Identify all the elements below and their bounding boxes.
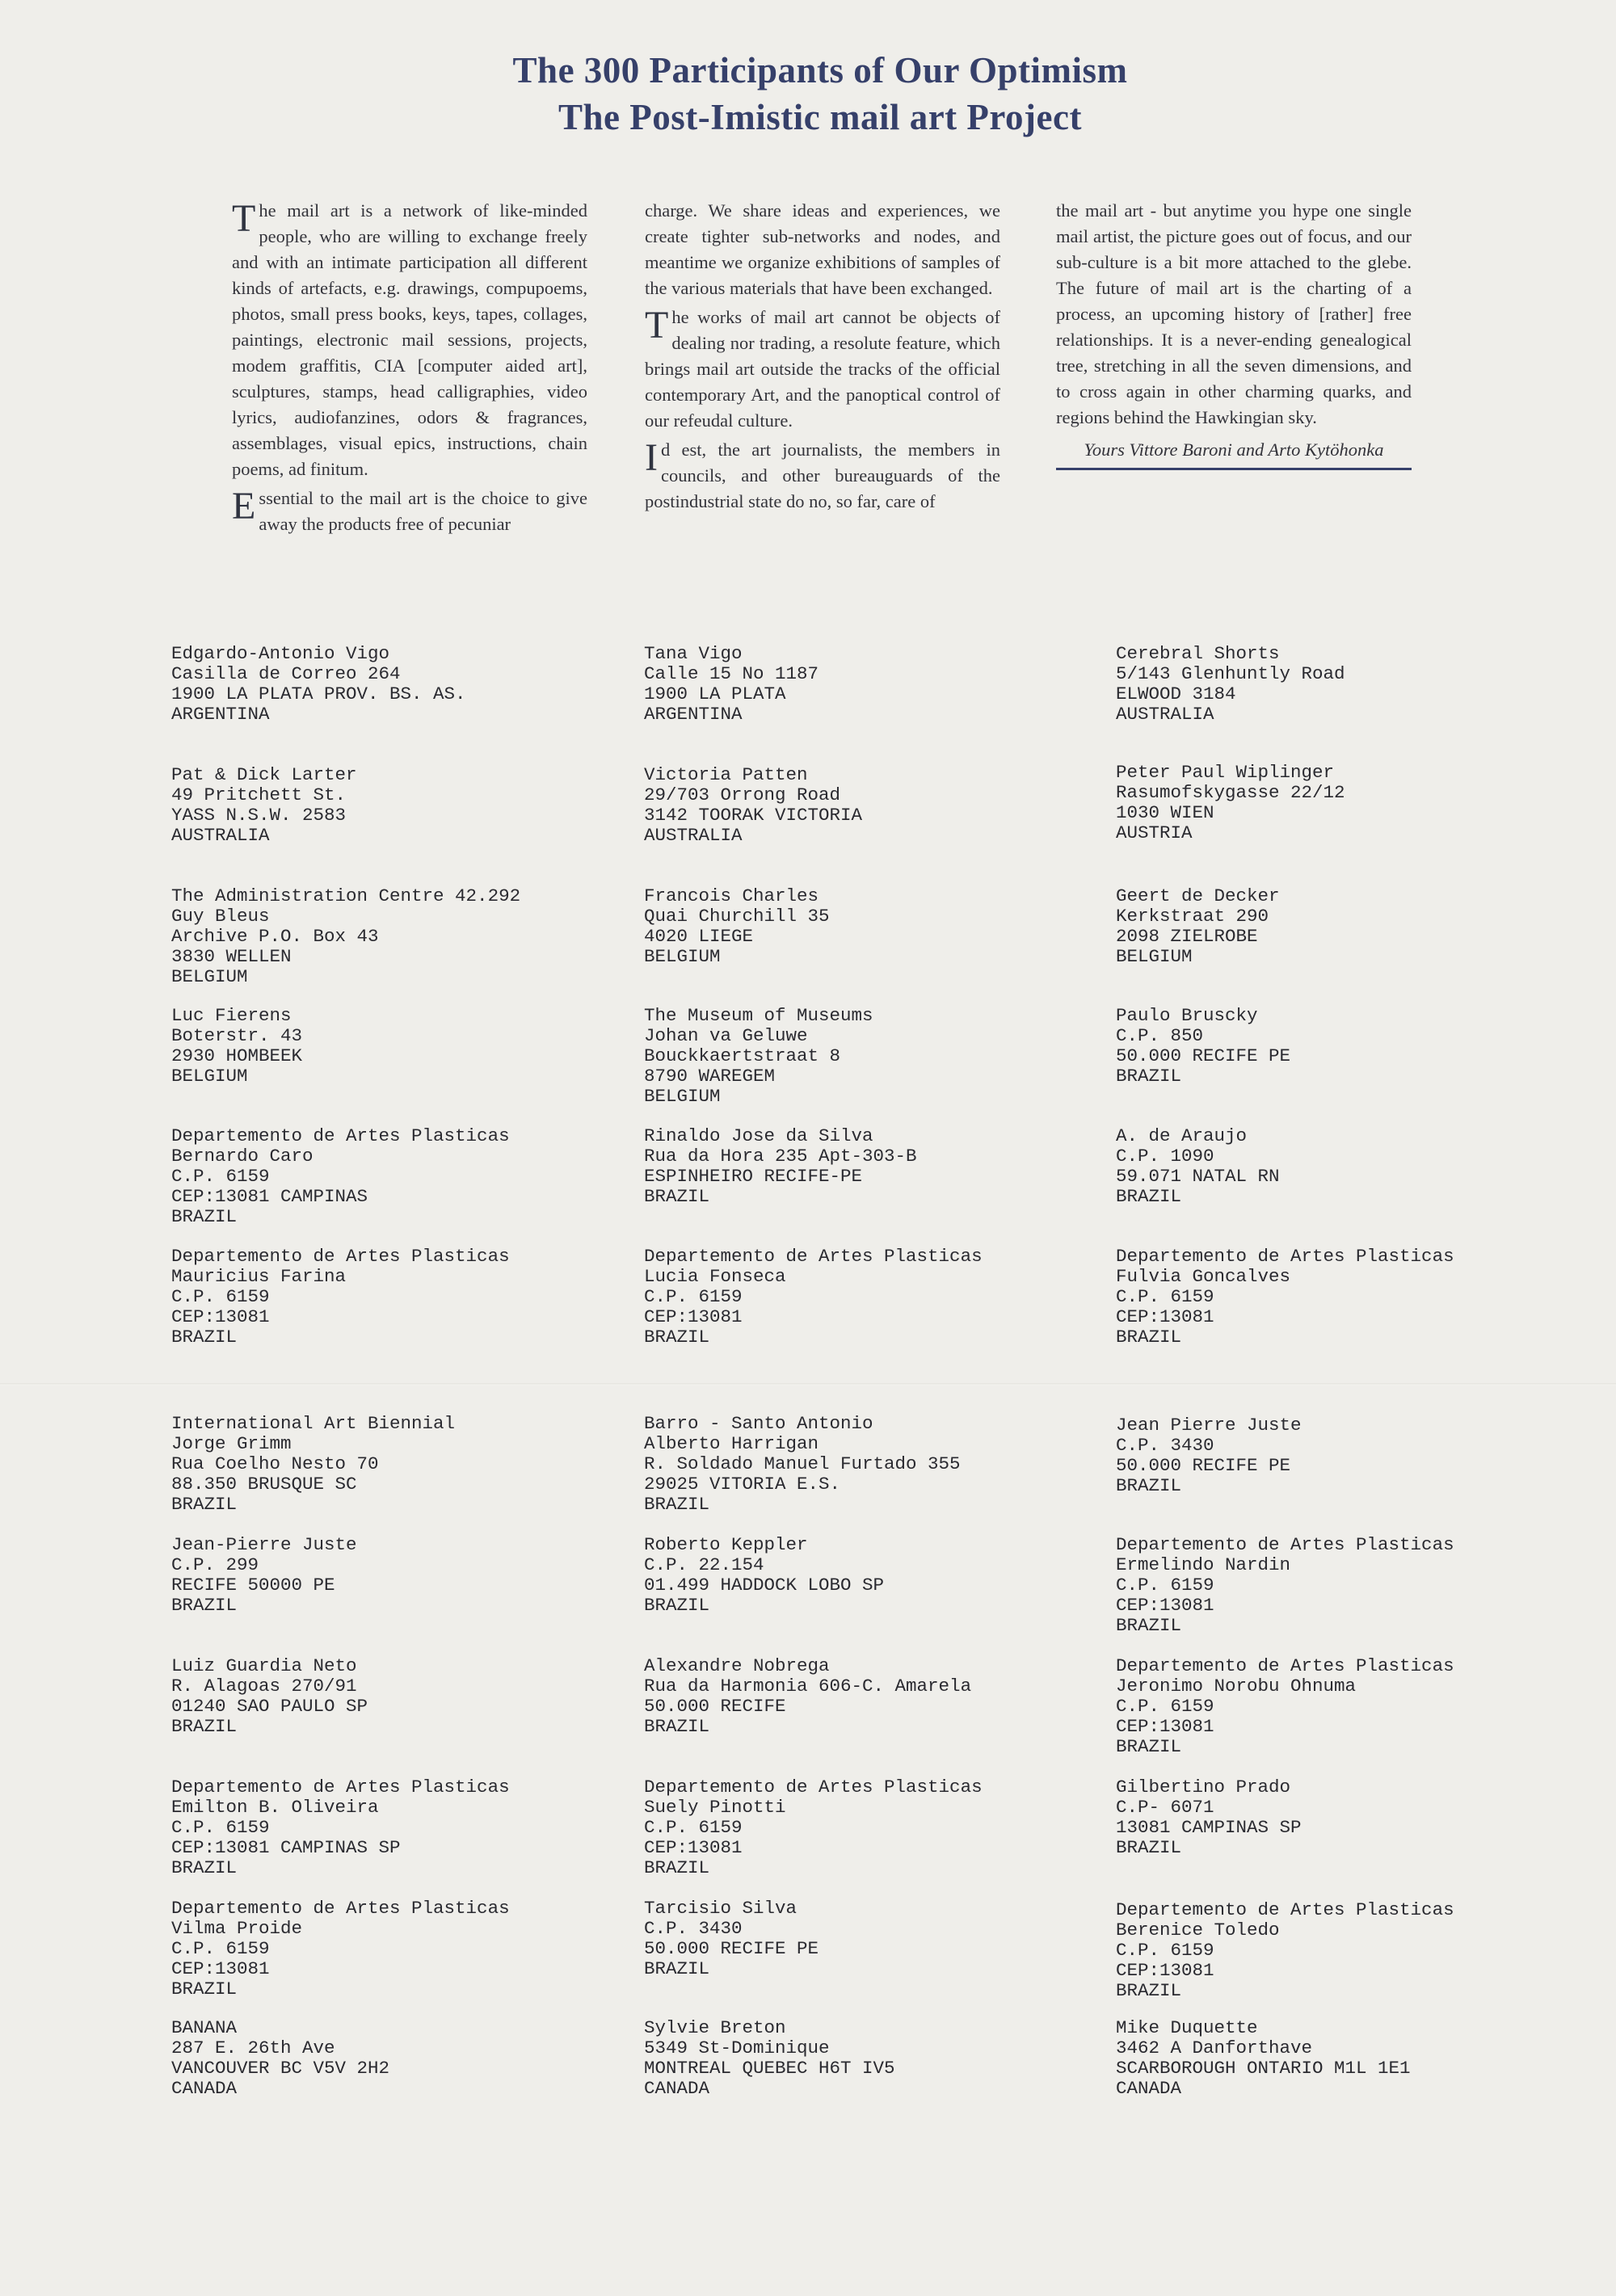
- address-line: 50.000 RECIFE PE: [644, 1938, 819, 1959]
- address-line: YASS N.S.W. 2583: [171, 805, 347, 826]
- address-entry: [1116, 1656, 1601, 1757]
- address-name: Tana Vigo: [644, 643, 743, 664]
- address-line: C.P. 6159: [1116, 1286, 1214, 1307]
- address-entry: [644, 644, 1129, 725]
- address-line: 50.000 RECIFE PE: [1116, 1455, 1291, 1476]
- address-line: Vilma Proide: [171, 1918, 303, 1939]
- address-line: Calle 15 No 1187: [644, 663, 819, 684]
- address-entry: [644, 1899, 1129, 1979]
- address-name: Alexandre Nobrega: [644, 1655, 830, 1676]
- address-line: ESPINHEIRO RECIFE-PE: [644, 1166, 863, 1187]
- address-line: 29/703 Orrong Road: [644, 784, 841, 805]
- address-line: BRAZIL: [644, 1958, 710, 1979]
- address-line: C.P. 6159: [644, 1286, 743, 1307]
- address-entry: [1116, 1900, 1601, 2001]
- address-line: Alberto Harrigan: [644, 1433, 819, 1454]
- address-line: BRAZIL: [644, 1186, 710, 1207]
- address-line: CANADA: [171, 2078, 238, 2099]
- address-entry: [644, 1414, 1129, 1515]
- intro-column-3: [1056, 198, 1412, 470]
- address-line: CANADA: [1116, 2078, 1182, 2099]
- address-entry: [1116, 2018, 1601, 2099]
- address-entry: [644, 886, 1129, 967]
- address-line: BRAZIL: [171, 1716, 238, 1737]
- address-entry: [1116, 1535, 1601, 1636]
- address-entry: [1116, 644, 1601, 725]
- address-line: C.P. 6159: [171, 1286, 270, 1307]
- address-line: BRAZIL: [171, 1327, 238, 1348]
- address-line: VANCOUVER BC V5V 2H2: [171, 2058, 390, 2079]
- drop-cap: T: [232, 197, 256, 240]
- address-line: C.P. 6159: [171, 1817, 270, 1838]
- address-name: Sylvie Breton: [644, 2017, 786, 2038]
- drop-cap: I: [645, 436, 658, 479]
- address-line: C.P- 6071: [1116, 1797, 1214, 1818]
- address-line: Emilton B. Oliveira: [171, 1797, 379, 1818]
- address-line: C.P. 6159: [644, 1817, 743, 1838]
- address-entry: [171, 1899, 656, 2000]
- address-line: 2930 HOMBEEK: [171, 1045, 303, 1066]
- address-name: Gilbertino Prado: [1116, 1777, 1291, 1798]
- address-entry: [171, 644, 656, 725]
- paragraph-text: charge. We share ideas and experiences, we create tighter sub-networks and nodes, and meantime we organize exhibitions of samples of the various materials that have been exchanged.: [645, 200, 1000, 298]
- address-entry: [644, 1126, 1129, 1207]
- address-line: CEP:13081 CAMPINAS: [171, 1186, 368, 1207]
- address-line: CEP:13081: [644, 1837, 743, 1858]
- address-name: Departemento de Artes Plasticas: [171, 1246, 510, 1267]
- address-line: C.P. 6159: [171, 1938, 270, 1959]
- address-line: AUSTRIA: [1116, 822, 1193, 843]
- address-entry: [1116, 1415, 1601, 1496]
- address-line: Rua da Hora 235 Apt-303-B: [644, 1146, 917, 1167]
- address-line: BRAZIL: [644, 1716, 710, 1737]
- address-line: 29025 VITORIA E.S.: [644, 1474, 841, 1495]
- address-line: Boterstr. 43: [171, 1025, 303, 1046]
- address-line: CEP:13081: [1116, 1595, 1214, 1616]
- intro-column-2: [645, 198, 1000, 518]
- address-line: ARGENTINA: [171, 704, 270, 725]
- address-name: Departemento de Artes Plasticas: [1116, 1246, 1454, 1267]
- address-line: BRAZIL: [1116, 1980, 1182, 2001]
- address-entry: [1116, 763, 1601, 843]
- address-name: Geert de Decker: [1116, 885, 1280, 906]
- address-line: BRAZIL: [171, 1595, 238, 1616]
- address-line: C.P. 6159: [1116, 1575, 1214, 1596]
- address-entry: [644, 1247, 1129, 1348]
- address-line: AUSTRALIA: [1116, 704, 1214, 725]
- address-entry: [1116, 1126, 1601, 1207]
- address-line: C.P. 3430: [644, 1918, 743, 1939]
- address-line: 50.000 RECIFE PE: [1116, 1045, 1291, 1066]
- address-name: Departemento de Artes Plasticas: [1116, 1655, 1454, 1676]
- address-line: BRAZIL: [171, 1206, 238, 1227]
- address-line: BELGIUM: [171, 966, 248, 987]
- address-line: SCARBOROUGH ONTARIO M1L 1E1: [1116, 2058, 1411, 2079]
- address-line: 1900 LA PLATA: [644, 683, 786, 704]
- address-line: 01240 SAO PAULO SP: [171, 1696, 368, 1717]
- signature: Yours Vittore Baroni and Arto Kytöhonka: [1056, 437, 1412, 470]
- intro-paragraph: [1056, 198, 1412, 431]
- address-name: Departemento de Artes Plasticas: [1116, 1534, 1454, 1555]
- address-line: CEP:13081: [644, 1306, 743, 1327]
- address-entry: [644, 1535, 1129, 1616]
- address-entry: [171, 1777, 656, 1878]
- address-line: CEP:13081: [171, 1958, 270, 1979]
- paragraph-text: ssential to the mail art is the choice to give away the products free of pecuniar: [259, 488, 587, 534]
- address-line: BRAZIL: [1116, 1186, 1182, 1207]
- paragraph-text: he mail art is a network of like-minded people, who are willing to exchange freely and with an intimate participation all different kinds of artefacts, e.g. drawings, compupoems, photos, small press books, keys, tapes, collages, paintings, electronic mail sessions, projects, modem graffitis, CIA [computer aided art], sculptures, stamps, head calligraphies, video lyrics, audiofanzines, odors & fragrances, assemblages, visual epics, instructions, chain poems, ad finitum.: [232, 200, 587, 479]
- address-entry: [1116, 886, 1601, 967]
- address-line: CEP:13081: [1116, 1306, 1214, 1327]
- address-name: Peter Paul Wiplinger: [1116, 762, 1335, 783]
- address-name: Rinaldo Jose da Silva: [644, 1125, 873, 1146]
- address-line: Jorge Grimm: [171, 1433, 292, 1454]
- address-entry: [171, 1535, 656, 1616]
- address-line: MONTREAL QUEBEC H6T IV5: [644, 2058, 895, 2079]
- address-line: 5/143 Glenhuntly Road: [1116, 663, 1345, 684]
- address-line: 3142 TOORAK VICTORIA: [644, 805, 863, 826]
- address-line: C.P. 6159: [171, 1166, 270, 1187]
- address-line: 13081 CAMPINAS SP: [1116, 1817, 1302, 1838]
- address-name: Tarcisio Silva: [644, 1898, 797, 1919]
- address-line: C.P. 6159: [1116, 1940, 1214, 1961]
- address-line: BRAZIL: [1116, 1066, 1182, 1087]
- address-name: Francois Charles: [644, 885, 819, 906]
- address-line: 1030 WIEN: [1116, 802, 1214, 823]
- address-line: 2098 ZIELROBE: [1116, 926, 1258, 947]
- address-name: Departemento de Artes Plasticas: [1116, 1899, 1454, 1920]
- address-line: C.P. 1090: [1116, 1146, 1214, 1167]
- address-name: Victoria Patten: [644, 764, 808, 785]
- address-line: Mauricius Farina: [171, 1266, 347, 1287]
- address-line: 5349 St-Dominique: [644, 2037, 830, 2058]
- intro-paragraph: [232, 486, 587, 537]
- address-line: AUSTRALIA: [644, 825, 743, 846]
- address-name: Edgardo-Antonio Vigo: [171, 643, 390, 664]
- address-line: CEP:13081: [1116, 1716, 1214, 1737]
- address-name: Jean-Pierre Juste: [171, 1534, 357, 1555]
- address-line: CEP:13081: [1116, 1960, 1214, 1981]
- intro-paragraph: [645, 198, 1000, 301]
- address-name: Departemento de Artes Plasticas: [644, 1246, 983, 1267]
- address-line: C.P. 850: [1116, 1025, 1204, 1046]
- address-line: Suely Pinotti: [644, 1797, 786, 1818]
- address-name: A. de Araujo: [1116, 1125, 1248, 1146]
- address-name: Mike Duquette: [1116, 2017, 1258, 2038]
- address-entry: [171, 1414, 656, 1515]
- intro-paragraph: [232, 198, 587, 482]
- address-entry: [171, 765, 656, 846]
- address-line: 4020 LIEGE: [644, 926, 754, 947]
- address-line: Archive P.O. Box 43: [171, 926, 379, 947]
- address-entry: [644, 2018, 1129, 2099]
- address-line: BRAZIL: [171, 1979, 238, 2000]
- drop-cap: E: [232, 485, 256, 528]
- paragraph-text: d est, the art journalists, the members in councils, and other bureauguards of the postindustrial state do no, so far, care of: [645, 439, 1000, 511]
- address-line: Bouckkaertstraat 8: [644, 1045, 841, 1066]
- address-line: 59.071 NATAL RN: [1116, 1166, 1280, 1187]
- address-entry: [644, 1656, 1129, 1737]
- address-line: AUSTRALIA: [171, 825, 270, 846]
- drop-cap: T: [645, 304, 669, 347]
- address-line: BELGIUM: [171, 1066, 248, 1087]
- address-line: 287 E. 26th Ave: [171, 2037, 335, 2058]
- address-line: 49 Pritchett St.: [171, 784, 347, 805]
- address-name: The Museum of Museums: [644, 1005, 873, 1026]
- address-line: C.P. 299: [171, 1554, 259, 1575]
- address-line: Guy Bleus: [171, 906, 270, 927]
- address-name: Departemento de Artes Plasticas: [644, 1777, 983, 1798]
- address-entry: [644, 1006, 1129, 1107]
- address-line: 50.000 RECIFE: [644, 1696, 786, 1717]
- address-line: Rua da Harmonia 606-C. Amarela: [644, 1676, 972, 1697]
- address-entry: [644, 765, 1129, 846]
- address-entry: [644, 1777, 1129, 1878]
- address-name: Pat & Dick Larter: [171, 764, 357, 785]
- address-line: Bernardo Caro: [171, 1146, 314, 1167]
- address-name: The Administration Centre 42.292: [171, 885, 521, 906]
- address-entry: [171, 2018, 656, 2099]
- address-name: Departemento de Artes Plasticas: [171, 1898, 510, 1919]
- address-line: Kerkstraat 290: [1116, 906, 1269, 927]
- address-line: C.P. 6159: [1116, 1696, 1214, 1717]
- address-name: Luc Fierens: [171, 1005, 292, 1026]
- intro-column-1: [232, 198, 587, 540]
- address-entry: [171, 1006, 656, 1087]
- address-line: 3830 WELLEN: [171, 946, 292, 967]
- address-line: BRAZIL: [171, 1857, 238, 1878]
- address-line: Casilla de Correo 264: [171, 663, 401, 684]
- address-entry: [1116, 1006, 1601, 1087]
- intro-paragraph: [645, 437, 1000, 515]
- address-line: BRAZIL: [644, 1494, 710, 1515]
- address-line: Rua Coelho Nesto 70: [171, 1453, 379, 1474]
- paragraph-text: he works of mail art cannot be objects of dealing nor trading, a resolute feature, which brings mail art outside the tracks of the official contemporary Art, and the panoptical control of our refeudal culture.: [645, 307, 1000, 431]
- address-line: BRAZIL: [644, 1327, 710, 1348]
- address-line: Ermelindo Nardin: [1116, 1554, 1291, 1575]
- address-name: BANANA: [171, 2017, 238, 2038]
- address-line: CEP:13081 CAMPINAS SP: [171, 1837, 401, 1858]
- address-line: Lucia Fonseca: [644, 1266, 786, 1287]
- address-line: Johan va Geluwe: [644, 1025, 808, 1046]
- address-line: BRAZIL: [171, 1494, 238, 1515]
- address-entry: [171, 1656, 656, 1737]
- address-line: 1900 LA PLATA PROV. BS. AS.: [171, 683, 466, 704]
- address-line: BELGIUM: [644, 946, 721, 967]
- address-line: BELGIUM: [644, 1086, 721, 1107]
- address-line: ARGENTINA: [644, 704, 743, 725]
- address-line: Rasumofskygasse 22/12: [1116, 782, 1345, 803]
- address-line: ELWOOD 3184: [1116, 683, 1236, 704]
- paper-fold: [0, 1383, 1616, 1386]
- address-line: 01.499 HADDOCK LOBO SP: [644, 1575, 885, 1596]
- address-line: BELGIUM: [1116, 946, 1193, 967]
- address-line: BRAZIL: [644, 1857, 710, 1878]
- address-line: Quai Churchill 35: [644, 906, 830, 927]
- address-line: C.P. 22.154: [644, 1554, 764, 1575]
- address-entry: [1116, 1247, 1601, 1348]
- address-name: Luiz Guardia Neto: [171, 1655, 357, 1676]
- address-name: Barro - Santo Antonio: [644, 1413, 873, 1434]
- address-line: CEP:13081: [171, 1306, 270, 1327]
- address-line: BRAZIL: [1116, 1736, 1182, 1757]
- address-line: BRAZIL: [1116, 1327, 1182, 1348]
- address-line: BRAZIL: [1116, 1475, 1182, 1496]
- address-line: 8790 WAREGEM: [644, 1066, 776, 1087]
- address-line: CANADA: [644, 2078, 710, 2099]
- page-title: [0, 47, 1616, 141]
- address-line: Fulvia Goncalves: [1116, 1266, 1291, 1287]
- address-entry: [171, 886, 656, 987]
- title-line-2: The Post-Imistic mail art Project: [558, 97, 1082, 137]
- address-name: Departemento de Artes Plasticas: [171, 1777, 510, 1798]
- address-entry: [1116, 1777, 1601, 1858]
- address-name: Departemento de Artes Plasticas: [171, 1125, 510, 1146]
- address-name: Cerebral Shorts: [1116, 643, 1280, 664]
- address-line: R. Soldado Manuel Furtado 355: [644, 1453, 961, 1474]
- address-entry: [171, 1126, 656, 1227]
- address-line: Berenice Toledo: [1116, 1920, 1280, 1941]
- address-entry: [171, 1247, 656, 1348]
- address-line: BRAZIL: [1116, 1615, 1182, 1636]
- address-line: R. Alagoas 270/91: [171, 1676, 357, 1697]
- address-name: Roberto Keppler: [644, 1534, 808, 1555]
- address-line: BRAZIL: [1116, 1837, 1182, 1858]
- address-line: 3462 A Danforthave: [1116, 2037, 1313, 2058]
- title-line-1: The 300 Participants of Our Optimism: [512, 50, 1128, 90]
- address-name: Jean Pierre Juste: [1116, 1415, 1302, 1436]
- address-name: International Art Biennial: [171, 1413, 456, 1434]
- address-name: Paulo Bruscky: [1116, 1005, 1258, 1026]
- address-line: C.P. 3430: [1116, 1435, 1214, 1456]
- paragraph-text: the mail art - but anytime you hype one single mail artist, the picture goes out of focus, and our sub-culture is a bit more attached to the glebe. The future of mail art is the charting of a process, an upcoming history of [rather] free relationships. It is a never-ending genealogical tree, stretching in all the seven dimensions, and to cross again in other charming quarks, and regions behind the Hawkingian sky.: [1056, 200, 1412, 427]
- address-line: Jeronimo Norobu Ohnuma: [1116, 1676, 1357, 1697]
- address-line: RECIFE 50000 PE: [171, 1575, 335, 1596]
- address-line: 88.350 BRUSQUE SC: [171, 1474, 357, 1495]
- intro-paragraph: [645, 305, 1000, 434]
- address-line: BRAZIL: [644, 1595, 710, 1616]
